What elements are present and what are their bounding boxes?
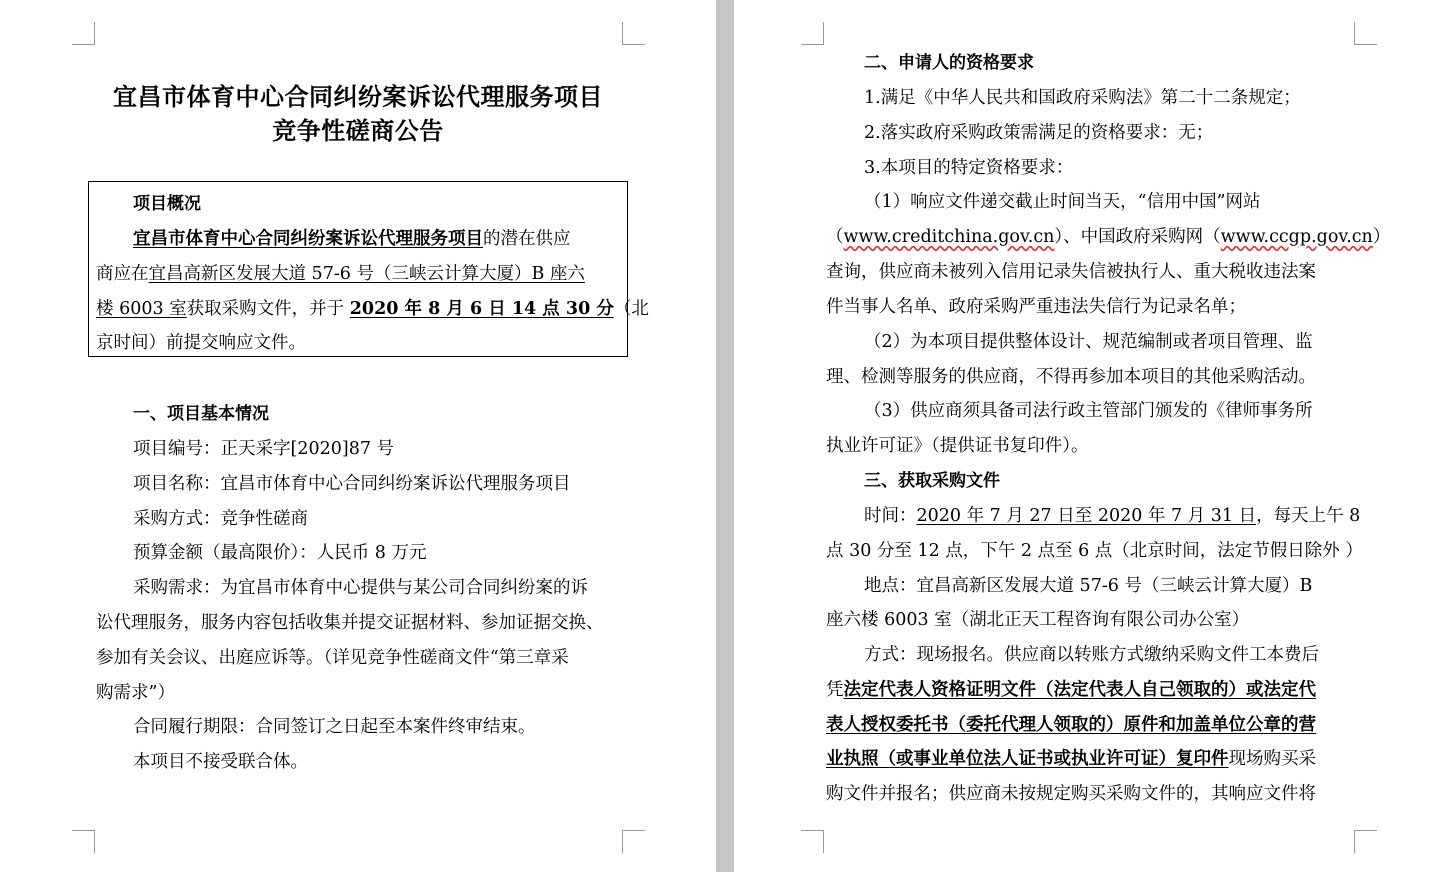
corner-mark: [72, 22, 95, 45]
project-number: 项目编号：正天采字[2020]87 号: [133, 439, 395, 459]
demand-line-1: 采购需求：为宜昌市体育中心提供与某公司合同纠纷案的诉: [133, 578, 588, 598]
time-line-2: 点 30 分至 12 点，下午 2 点至 6 点（北京时间，法定节假日除外 ）: [826, 541, 1363, 561]
overview-deadline: 2020 年 8 月 6 日 14 点 30 分: [349, 299, 614, 319]
project-name: 项目名称：宜昌市体育中心合同纠纷案诉讼代理服务项目: [133, 474, 571, 494]
corner-mark: [622, 830, 645, 853]
time-line-1: 时间：2020 年 7 月 27 日至 2020 年 7 月 31 日，每天上午 8: [864, 506, 1361, 526]
overview-line-3: 楼 6003 室获取采购文件，并于 2020 年 8 月 6 日 14 点 30 分（北: [96, 299, 649, 319]
sub-requirement-3-line-1: （3）供应商须具备司法行政主管部门颁发的《律师事务所: [864, 401, 1313, 421]
mode-line-5: 购文件并报名；供应商未按规定购买采购文件的，其响应文件将: [826, 784, 1316, 804]
mode-line-4: 业执照（或事业单位法人证书或执业许可证）复印件现场购买采: [826, 749, 1316, 769]
corner-mark: [801, 830, 824, 853]
overview-heading: 项目概况: [133, 194, 201, 214]
document-page-left: [0, 0, 716, 872]
sub-requirement-1-line-2: （www.creditchina.gov.cn）、中国政府采购网（www.ccgp.gov.cn）: [826, 227, 1391, 247]
demand-line-3: 参加有关会议、出庭应诉等。（详见竞争性磋商文件“第三章采: [96, 648, 569, 668]
no-consortium: 本项目不接受联合体。: [133, 752, 308, 772]
mode-line-2: 凭法定代表人资格证明文件（法定代表人自己领取的）或法定代: [826, 680, 1316, 700]
corner-mark: [1354, 830, 1377, 853]
procurement-method: 采购方式：竞争性磋商: [133, 509, 308, 529]
sub-requirement-2-line-1: （2）为本项目提供整体设计、规范编制或者项目管理、监: [864, 332, 1313, 352]
ccgp-link[interactable]: www.ccgp.gov.cn: [1220, 227, 1373, 247]
document-subtitle: 竞争性磋商公告: [272, 116, 444, 145]
corner-mark: [72, 830, 95, 853]
sub-requirement-1-line-1: （1）响应文件递交截止时间当天，“信用中国”网站: [864, 192, 1261, 212]
overview-project-name: 宜昌市体育中心合同纠纷案诉讼代理服务项目: [133, 229, 483, 249]
mode-line-1: 方式：现场报名。供应商以转账方式缴纳采购文件工本费后: [864, 645, 1319, 665]
overview-line-2: 商应在宜昌高新区发展大道 57-6 号（三峡云计算大厦）B 座六: [96, 264, 585, 284]
sub-requirement-3-line-2: 执业许可证》（提供证书复印件）。: [826, 436, 1089, 456]
qualification-item-2: 2.落实政府采购政策需满足的资格要求：无；: [864, 123, 1214, 143]
corner-mark: [801, 22, 824, 45]
creditchina-link[interactable]: www.creditchina.gov.cn: [843, 227, 1055, 247]
sub-requirement-1-line-4: 件当事人名单、政府采购严重违法失信行为记录名单；: [826, 297, 1246, 317]
overview-line-1: 宜昌市体育中心合同纠纷案诉讼代理服务项目的潜在供应: [133, 229, 571, 249]
corner-mark: [1354, 22, 1377, 45]
demand-line-4: 购需求”）: [96, 683, 175, 703]
qualification-item-1: 1.满足《中华人民共和国政府采购法》第二十二条规定；: [864, 88, 1301, 108]
time-range: 2020 年 7 月 27 日至 2020 年 7 月 31 日: [916, 506, 1257, 526]
sub-requirement-2-line-2: 理、检测等服务的供应商，不得再参加本项目的其他采购活动。: [826, 367, 1316, 387]
section1-heading: 一、项目基本情况: [133, 404, 269, 424]
mode-line-3: 表人授权委托书（委托代理人领取的）原件和加盖单位公章的营: [826, 715, 1316, 735]
overview-line-4: 京时间）前提交响应文件。: [96, 333, 306, 353]
document-title: 宜昌市体育中心合同纠纷案诉讼代理服务项目: [113, 82, 603, 111]
overview-address: 宜昌高新区发展大道 57-6 号（三峡云计算大厦）B 座六: [148, 264, 585, 284]
corner-mark: [622, 22, 645, 45]
budget-amount: 预算金额（最高限价）：人民币 8 万元: [133, 543, 427, 563]
demand-line-2: 讼代理服务，服务内容包括收集并提交证据材料、参加证据交换、: [96, 613, 604, 633]
required-documents: 法定代表人资格证明文件（法定代表人自己领取的）或法定代: [843, 680, 1316, 700]
place-line-2: 座六楼 6003 室（湖北正天工程咨询有限公司办公室）: [826, 610, 1250, 630]
qualification-item-3: 3.本项目的特定资格要求：: [864, 158, 1074, 178]
section2-heading: 二、申请人的资格要求: [864, 53, 1034, 73]
document-page-right: [734, 0, 1446, 872]
sub-requirement-1-line-3: 查询，供应商未被列入信用记录失信被执行人、重大税收违法案: [826, 262, 1316, 282]
section3-heading: 三、获取采购文件: [864, 471, 1000, 491]
contract-term: 合同履行期限：合同签订之日起至本案件终审结束。: [133, 717, 536, 737]
place-line-1: 地点：宜昌高新区发展大道 57-6 号（三峡云计算大厦）B: [864, 576, 1313, 596]
